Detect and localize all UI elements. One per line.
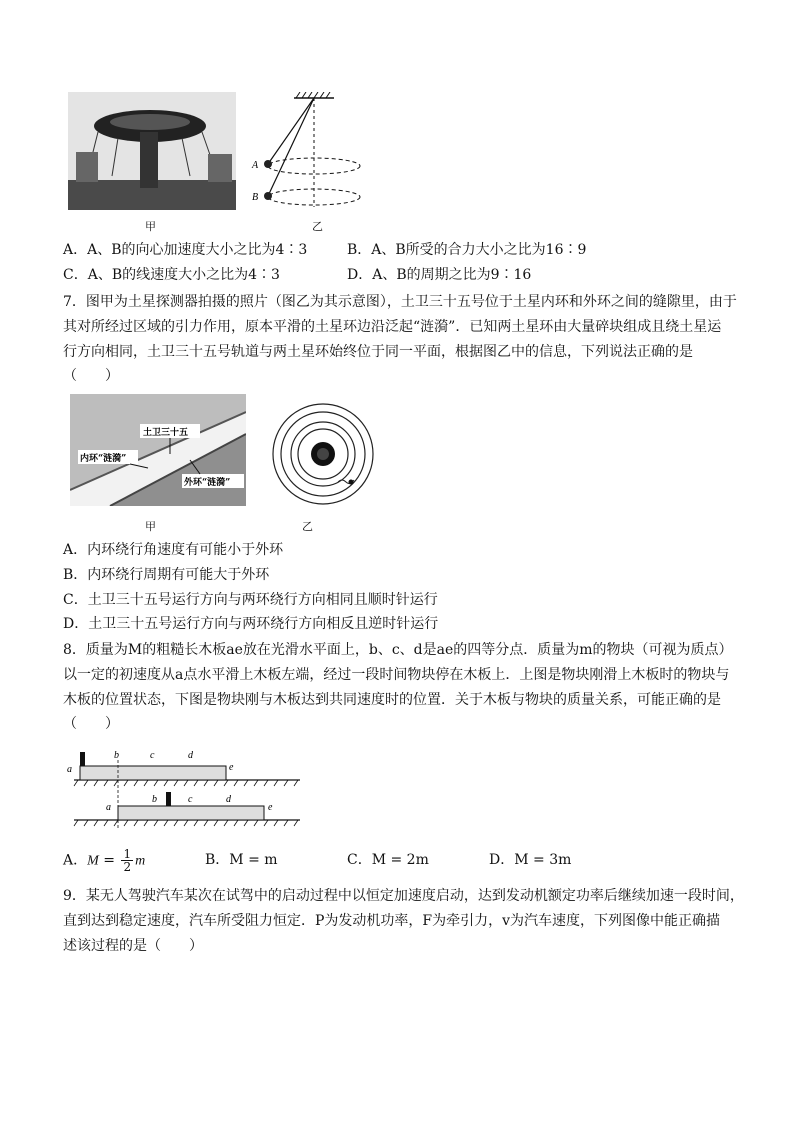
fraction-numerator: 1 [123, 847, 132, 861]
cone-pendulum-diagram [248, 92, 368, 210]
top-label-e: e [229, 762, 234, 773]
saturn-ring-photo [70, 394, 246, 506]
q7-option-d: D．土卫三十五号运行方向与两环绕行方向相反且逆时针运行 [63, 616, 439, 632]
label-inner-ripple: 内环“涟漪” [80, 454, 127, 464]
saturn-ring-diagram-svg [268, 400, 378, 510]
q8-option-b: B．M = m [205, 852, 278, 868]
fig6-caption-a: 甲 [145, 220, 156, 233]
q6-option-b: B．A、B所受的合力大小之比为16∶9 [347, 242, 587, 258]
ride-photo-svg [68, 92, 236, 210]
q9-stem-line2: 直到达到稳定速度，汽车所受阻力恒定．P为发动机功率，F为牵引力，v为汽车速度，下列图像中能正确描 [63, 913, 721, 929]
board-block-diagram [64, 742, 304, 834]
q9-stem-line3: 述该过程的是（ ） [63, 938, 203, 954]
q6-option-c: C．A、B的线速度大小之比为4∶3 [63, 267, 280, 283]
q6-option-d: D．A、B的周期之比为9∶16 [347, 267, 532, 283]
label-A: A [252, 160, 259, 171]
bottom-label-e: e [268, 802, 273, 813]
q8-option-d: D．M = 3m [489, 852, 572, 868]
cone-pendulum-svg [248, 92, 368, 210]
q8-stem-line3: 木板的位置状态，下图是物块刚与木板达到共同速度时的位置．关于木板与物块的质量关系，可能正确的是 [63, 692, 721, 708]
ride-photo [68, 92, 236, 210]
top-label-a: a [67, 764, 72, 775]
board-block-svg [64, 742, 304, 834]
bottom-label-a: a [106, 802, 111, 813]
q6-option-a: A．A、B的向心加速度大小之比为4∶3 [63, 242, 308, 258]
q8-option-a: A．M = $\frac{1}{2}$ m [63, 847, 146, 874]
q8-option-a-prefix: A． [63, 852, 88, 869]
q7-option-a: A．内环绕行角速度有可能小于外环 [63, 542, 284, 558]
q8-answer-paren: （ ） [63, 716, 119, 732]
q7-option-b: B．内环绕行周期有可能大于外环 [63, 567, 270, 583]
q8-stem-line1: 8．质量为M的粗糙长木板ae放在光滑水平面上，b、c、d是ae的四等分点．质量为m的物块（可视为质点） [63, 642, 733, 658]
fig7-caption-b: 乙 [302, 520, 313, 533]
q7-stem-line2: 其对所经过区域的引力作用，原本平滑的土星环边沿泛起“涟漪”．已知两土星环由大量碎块组成且绕土星运 [63, 319, 722, 335]
bottom-label-b: b [152, 794, 157, 805]
fraction [121, 848, 133, 873]
fig7-caption-a: 甲 [145, 520, 156, 533]
bottom-label-d: d [226, 794, 231, 805]
label-outer-ripple: 外环“涟漪” [184, 478, 231, 488]
label-moon: 土卫三十五 [143, 428, 189, 438]
top-label-c: c [150, 750, 155, 761]
label-B: B [252, 192, 259, 203]
saturn-ring-photo-svg [70, 394, 246, 506]
saturn-ring-diagram [268, 400, 378, 510]
bottom-label-c: c [188, 794, 193, 805]
top-label-b: b [114, 750, 119, 761]
q7-stem-line3: 行方向相同，土卫三十五号轨道与两土星环始终位于同一平面，根据图乙中的信息，下列说法正确的是 [63, 344, 693, 360]
q7-answer-paren: （ ） [63, 368, 119, 384]
top-label-d: d [188, 750, 193, 761]
q7-option-c: C．土卫三十五号运行方向与两环绕行方向相同且顺时针运行 [63, 592, 438, 608]
q8-option-c: C．M = 2m [347, 852, 429, 868]
q7-stem-line1: 7．图甲为土星探测器拍摄的照片（图乙为其示意图），土卫三十五号位于土星内环和外环之间的缝隙里，由于 [63, 294, 737, 310]
fig6-caption-b: 乙 [312, 220, 323, 233]
q8-stem-line2: 以一定的初速度从a点水平滑上木板左端，经过一段时间物块停在木板上．上图是物块刚滑上木板时的物块与 [63, 667, 730, 683]
fraction-denominator: 2 [123, 860, 132, 874]
q9-stem-line1: 9．某无人驾驶汽车某次在试驾中的启动过程中以恒定加速度启动，达到发动机额定功率后继续加速一段时间， [63, 888, 744, 904]
